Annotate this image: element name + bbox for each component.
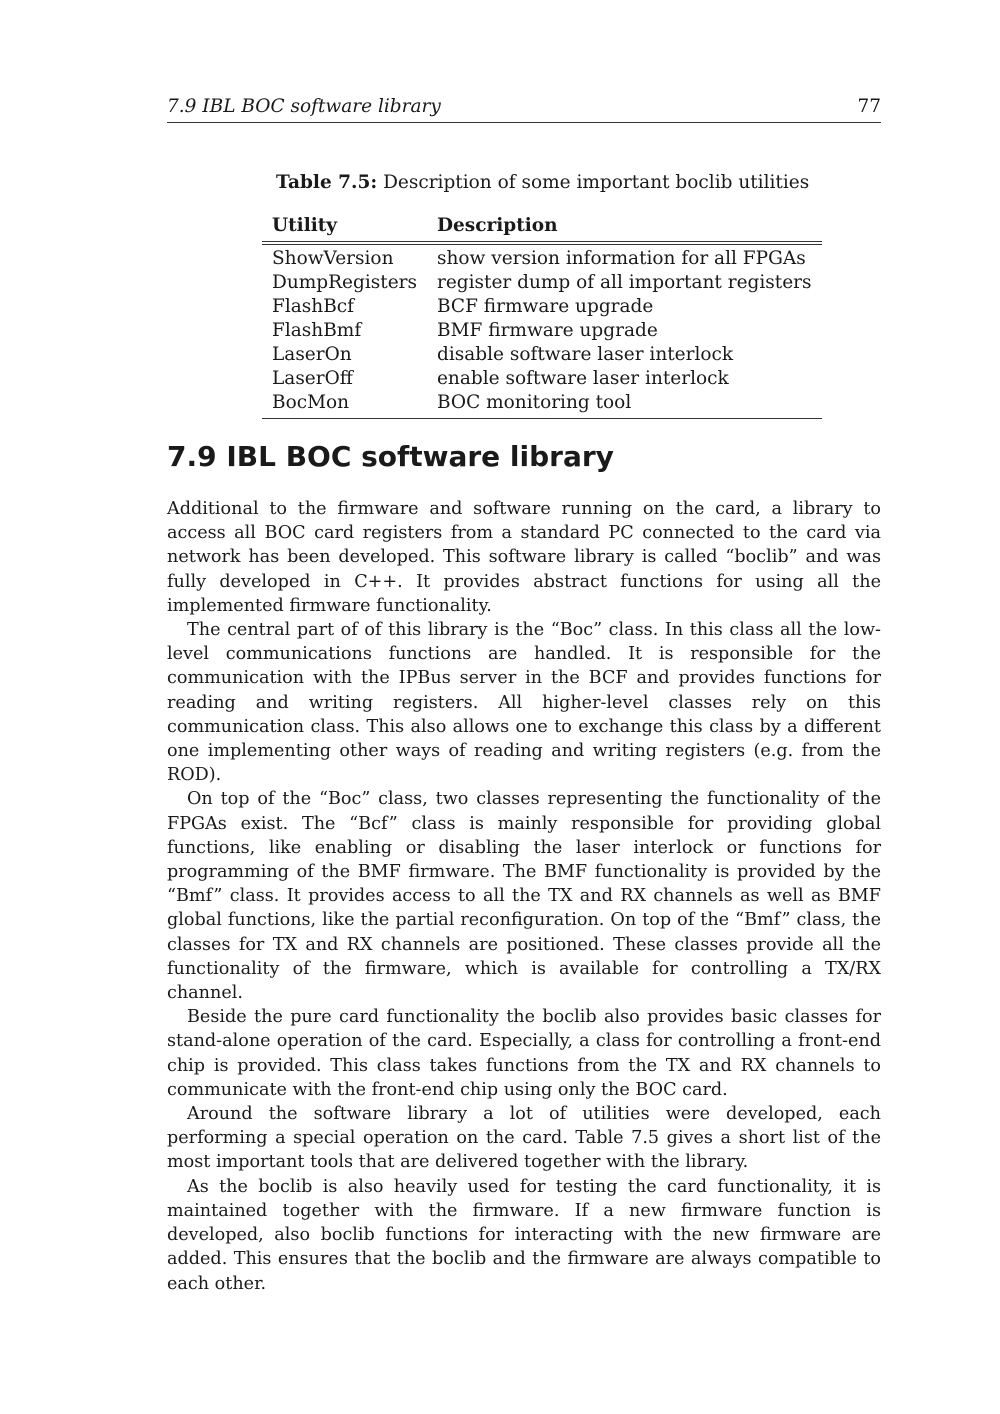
paragraph: On top of the “Boc” class, two classes representing the functionality of the FPGAs exist. The “Bcf” class is mainly responsible for providing global functions, like enabling or disabling the laser interlock or functions for programming of the BMF firmware. The BMF functionality is provided by the “Bmf” class. It provides access to all the TX and RX channels as well as BMF global functions, like the partial reconfiguration. On top of the “Bmf” class, the classes for TX and RX channels are positioned. These classes provide all the functionality of the firmware, which is available for controlling a TX/RX channel. [167,789,881,1004]
utility-cell: DumpRegisters [272,272,417,293]
table-caption-text: Description of some important boclib utilities [383,172,810,193]
table-header-row [262,215,822,243]
description-cell: enable software laser interlock [436,368,729,389]
utilities-table [262,215,822,419]
utility-cell: FlashBmf [272,320,362,341]
section-body [167,497,881,1296]
running-header [167,94,881,123]
table-row [262,367,822,391]
table-row [262,343,822,367]
running-title: 7.9 IBL BOC software library [167,96,441,117]
utility-cell: ShowVersion [272,248,394,269]
description-cell: BOC monitoring tool [427,391,822,419]
column-header-description: Description [427,215,822,243]
paragraph: Around the software library a lot of utilities were developed, each performing a special operation on the card. Table 7.5 gives a short list of the most important tools that are delivered together with the library. [167,1104,881,1173]
table-row [262,243,822,271]
description-cell: disable software laser interlock [436,344,734,365]
paragraph: The central part of of this library is the “Boc” class. In this class all the low-level communications functions are handled. It is responsible for the communication with the IPBus server in the BCF and provides functions for reading and writing registers. All higher-level classes rely on this communication class. This also allows one to exchange this class by a different one implementing other ways of reading and writing registers (e.g. from the ROD). [167,620,881,786]
utility-cell: LaserOn [272,344,352,365]
page-number: 77 [857,96,881,117]
description-cell: BMF firmware upgrade [436,320,658,341]
utility-cell: LaserOff [272,368,353,389]
description-cell: register dump of all important registers [436,272,812,293]
description-cell: BCF firmware upgrade [436,296,654,317]
section-heading: 7.9 IBL BOC software library [167,440,614,473]
paragraph: Additional to the firmware and software running on the card, a library to access all BOC card registers from a standard PC connected to the card via network has been developed. This software library is called “boclib” and was fully developed in C++. It provides abstract functions for using all the implemented firmware functionality. [167,499,881,616]
column-header-utility: Utility [262,215,427,243]
table-row [262,391,822,419]
utility-cell: FlashBcf [272,296,354,317]
table-row [262,295,822,319]
table-row [262,319,822,343]
utility-cell: BocMon [262,391,427,419]
paragraph: As the boclib is also heavily used for testing the card functionality, it is maintained together with the firmware. If a new firmware function is developed, also boclib functions for interacting with the new firmware are added. This ensures that the boclib and the firmware are always compatible to each other. [167,1176,881,1294]
table-caption-label: Table 7.5: [276,172,378,193]
table-caption [276,172,809,193]
description-cell: show version information for all FPGAs [436,248,806,269]
paragraph: Beside the pure card functionality the boclib also provides basic classes for stand-alone operation of the card. Especially, a class for controlling a front-end chip is provided. This class takes functions from the TX and RX channels to communicate with the front-end chip using only the BOC card. [167,1007,881,1100]
table-row [262,271,822,295]
